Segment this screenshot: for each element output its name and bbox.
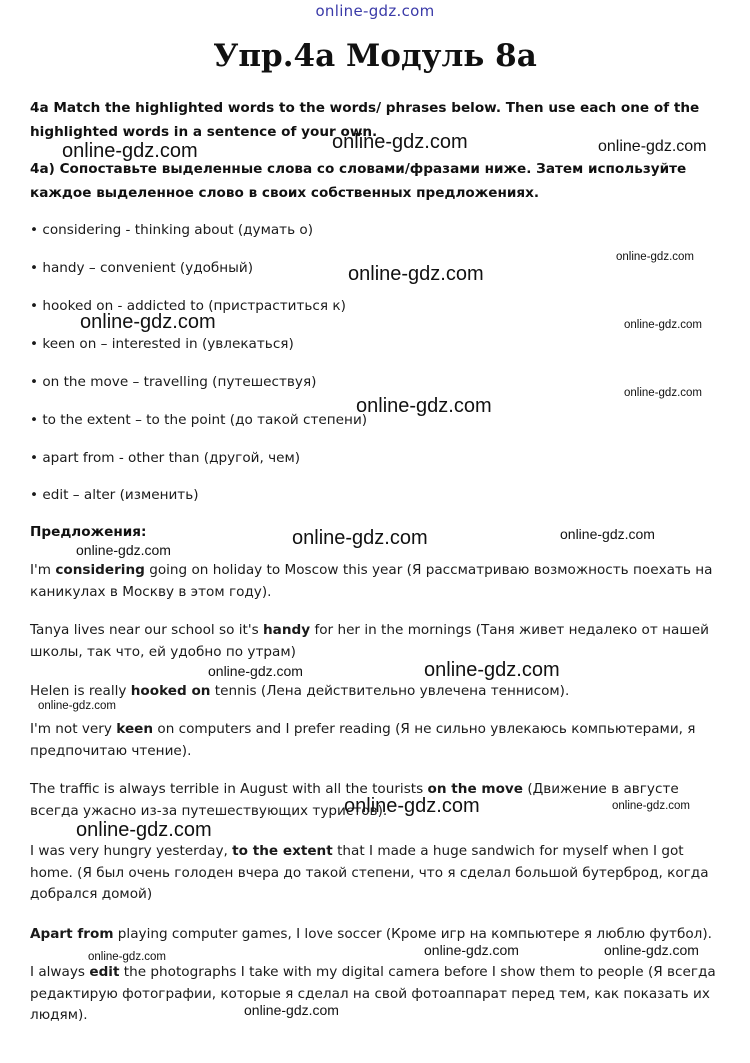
sentence: Tanya lives near our school so it's handy for her in the mornings (Таня живет недалеко от нашей школы, так что, ей удобно по утрам)	[30, 622, 709, 660]
highlighted-word: keen	[116, 721, 154, 737]
watermark: online-gdz.com	[88, 951, 166, 963]
watermark: online-gdz.com	[624, 387, 702, 399]
sentence: I'm not very keen on computers and I prefer reading (Я не сильно увлекаюсь компьютерами, я предпочитаю чтение).	[30, 721, 696, 759]
watermark: online-gdz.com	[356, 395, 492, 417]
vocab-item: • on the move – travelling (путешествуя)	[30, 374, 317, 390]
watermark: online-gdz.com	[624, 319, 702, 331]
highlighted-word: hooked on	[130, 683, 211, 699]
highlighted-word: Apart from	[30, 926, 114, 942]
watermark: online-gdz.com	[62, 140, 198, 162]
vocab-item: • apart from - other than (другой, чем)	[30, 450, 301, 466]
watermark: online-gdz.com	[80, 311, 216, 333]
vocab-item: • hooked on - addicted to (пристраститься к)	[30, 298, 346, 314]
sentence: I was very hungry yesterday, to the extent that I made a huge sandwich for myself when I got home. (Я был очень голоден вчера до такой степени, что я сделал большой бутерброд, когда добрался домой)	[30, 843, 709, 902]
highlighted-word: to the extent	[232, 843, 333, 859]
watermark: online-gdz.com	[38, 700, 116, 712]
sentence: The traffic is always terrible in August with all the tourists on the move (Движение в августе всегда ужасно из-за путешествующих туристов).	[30, 781, 679, 819]
watermark: online-gdz.com	[332, 131, 468, 153]
watermark: online-gdz.com	[560, 526, 655, 542]
highlighted-word: on the move	[427, 781, 523, 797]
sentence: Apart from playing computer games, I love soccer (Кроме игр на компьютере я люблю футбол).	[30, 926, 712, 942]
vocab-item: • keen on – interested in (увлекаться)	[30, 336, 294, 352]
watermark: online-gdz.com	[344, 795, 480, 817]
watermark: online-gdz.com	[424, 659, 560, 681]
sentence: I'm considering going on holiday to Moscow this year (Я рассматриваю возможность поехать на каникулах в Москву в этом году).	[30, 562, 713, 600]
task-english: 4a Match the highlighted words to the words/ phrases below. Then use each one of the highlighted words in a sentence of your own.	[30, 100, 700, 140]
task-russian: 4а) Сопоставьте выделенные слова со словами/фразами ниже. Затем используйте каждое выделенное слово в своих собственных предложениях.	[30, 161, 687, 201]
watermark: online-gdz.com	[292, 527, 428, 549]
watermark: online-gdz.com	[604, 942, 699, 958]
vocab-item: • handy – convenient (удобный)	[30, 260, 254, 276]
watermark: online-gdz.com	[76, 819, 212, 841]
watermark: online-gdz.com	[348, 263, 484, 285]
highlighted-word: handy	[263, 622, 311, 638]
watermark: online-gdz.com	[612, 800, 690, 812]
page-title: Упр.4а Модуль 8а	[213, 38, 537, 74]
watermark: online-gdz.com	[76, 542, 171, 558]
vocab-item: • considering - thinking about (думать о)	[30, 222, 314, 238]
watermark: online-gdz.com	[598, 138, 707, 155]
sentences-heading: Предложения:	[30, 524, 147, 540]
watermark: online-gdz.com	[616, 251, 694, 263]
sentence: Helen is really hooked on tennis (Лена действительно увлечена теннисом).	[30, 683, 570, 699]
site-watermark-top: online-gdz.com	[315, 2, 435, 20]
watermark: online-gdz.com	[244, 1002, 339, 1018]
sentence: I always edit the photographs I take with my digital camera before I show them to people (Я всегда редактирую фотографии, которые я сделал на свой фотоаппарат перед тем, как показать их людям).	[30, 964, 716, 1023]
highlighted-word: considering	[55, 562, 145, 578]
vocab-item: • to the extent – to the point (до такой степени)	[30, 412, 368, 428]
vocab-item: • edit – alter (изменить)	[30, 487, 199, 503]
watermark: online-gdz.com	[424, 942, 519, 958]
watermark: online-gdz.com	[208, 663, 303, 679]
highlighted-word: edit	[89, 964, 120, 980]
